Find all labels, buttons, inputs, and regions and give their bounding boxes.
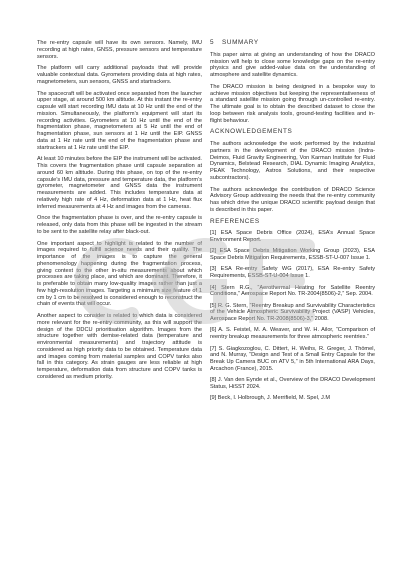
section-heading-summary (210, 40, 375, 47)
paragraph: The authors acknowledge the work performed by the industrial partners in the development of the DRACO mission (Indra-Deimos, Fluid Gravity Engineering, Von Karman Institute for Fluid Dynamics, Belstead Research, DIAL Dynamic Imaging Analytics, PEAK Technology, Astros Solutions, and their respective subcontractors). (210, 141, 375, 181)
paragraph: The spacecraft will be activated once separated from the launcher upper stage, at around 500 km altitude. At this instant the re-entry capsule will start recording IMU data at 10 Hz until the end of the mission. Simultaneously, the platform’s equipment will start its recording activities. Gyrometers at 10 Hz until the end of the fragmentation phase, magnetometers at 5 Hz until the end of fragmentation phase, sun sensors at 1 Hz until the EIP. GNSS data at 1 Hz rate until the end of the fragmentation phase and startrackers at 1 Hz rate until the EIP. (37, 90, 202, 151)
paragraph: The DRACO mission is being designed in a bespoke way to achieve mission objectives but keeping the representativeness of a standard satellite mission going through un-controlled re-entry. The ultimate goal is to obtain the described dataset to close the loop between risk analysis tools, ground-testing facilities and in-flight behaviour. (210, 83, 375, 124)
paragraph: The authors acknowledge the contribution of DRACO Science Advisory Group addressing the needs that the re-entry community has which drive the unique DRACO scientific payload design that is described in this paper. (210, 186, 375, 213)
paragraph: Another aspect to consider is related to which data is considered more relevant for the re-entry community, as this will support the design of the DDCU prioritisation algorithm. Images from the structure together with demise-related data (temperature and environmental measurements) and trajectory attitude is considered as high priority data to be obtained. Temperature data and images coming from material samples and COPV tanks also fall in this category. As strain gauges are less reliable at high temperature, deformation data from structure and COPV tanks is considered as medium priority. (37, 313, 202, 380)
reference-item: [3] ESA Re-entry Safety WG (2017), ESA Re-entry Safety Requirements, ESSB-ST-U-004 Issue 1. (210, 266, 375, 280)
paragraph: This paper aims at giving an understanding of how the DRACO mission will help to close some knowledge gaps on the re-entry physics and give added-value data on the understanding of atmosphere and satellite dynamics. (210, 51, 375, 78)
reference-item: [7] S. Giagkozoglou, C. Dittert, H. Weihs, R. Greger, J. Thömel, and N. Murray, “Design and Test of a Small Entry Capsule for the Break Up Camera BUC on ATV 5,” in 5th International ARA Days, Arcachon (France), 2015. (210, 345, 375, 372)
section-title: SUMMARY (222, 39, 259, 46)
reference-list (210, 230, 375, 402)
paragraph: Once the fragmentation phase is over, and the re-entry capsule is released, only data from this phase will be ingested in the stream to be sent to the satellite relay after black-out. (37, 215, 202, 235)
section-number: 5 (210, 39, 215, 46)
reference-item: [5] R. G. Stern, “Reentry Breakup and Survivability Characteristics of the Vehicle Atmospheric Survivability Project (VASP) Vehicles, Aerospace Report No. TR-2008(8506)-3,” 2008. (210, 302, 375, 323)
reference-item: [6] A. S. Feistel, M. A. Weaver, and W. H. Ailor, “Comparison of reentry breakup measurements for three atmospheric reentries.” (210, 327, 375, 341)
right-column (210, 40, 375, 407)
reference-item: [9] Beck, I. Holbrough, J. Merrifield, M. Spel, J.M (210, 395, 330, 402)
reference-item: [2] ESA Space Debris Mitigation Working Group (2023), ESA Space Debris Mitigation Requirements, ESSB-ST-U-007 Issue 1. (210, 248, 375, 262)
reference-item: [4] Stern R.G., “Aerothermal Heating for Satellite Reentry Conditions,” Aerospace Report No. TR-2004(8506)-2,” Sep. 2004. (210, 284, 375, 298)
left-column (37, 40, 202, 386)
reference-item: [1] ESA Space Debris Office (2024), ESA’s Annual Space Environment Report. (210, 230, 375, 243)
paragraph: At least 10 minutes before the EIP the instrument will be activated. This covers the fragmentation phase until capsule separation at around 60 km altitude. During this phase, on top of the re-entry capsule’s IMU data, pressure and temperature data, the platform’s gyrometer, magnetometer and GNSS data the instrument measurements are added. This includes temperature data at relatively high rate of 4 Hz, deformation data at 1 Hz, heat flux inferred measurements at 4 Hz and images from the cameras. (37, 156, 202, 210)
paragraph: One important aspect to highlight is related to the number of images required to fulfill science needs and their quality. The importance of the images is to capture the general phenomenology happening during the fragmentation process, giving context to the other in-situ measurements about which processes are taking place, and which are dominant. Therefore, it is preferable to obtain many low-quality images rather than just a few high-resolution images. Targeting a minimum size feature of 1 cm by 1 cm to be resolved is considered enough to reconstruct the chain of events that will occur. (37, 240, 202, 308)
paragraph: The platform will carry additional payloads that will provide valuable contextual data. Gyrometers providing data at high rates, magnetometers, sun sensors, GNSS and startrackers. (37, 65, 202, 85)
section-heading-references: REFERENCES (210, 217, 260, 225)
paragraph: The re-entry capsule will have its own sensors. Namely, IMU recording at high rates, GNSS, pressure sensors and temperature sensors. (37, 40, 202, 60)
reference-item: [8] J. Van den Eynde et al., Overview of the DRACO Development Status, HiSST 2024. (210, 377, 375, 390)
section-heading-acknowledgements: ACKNOWLEDGEMENTS (210, 128, 293, 136)
